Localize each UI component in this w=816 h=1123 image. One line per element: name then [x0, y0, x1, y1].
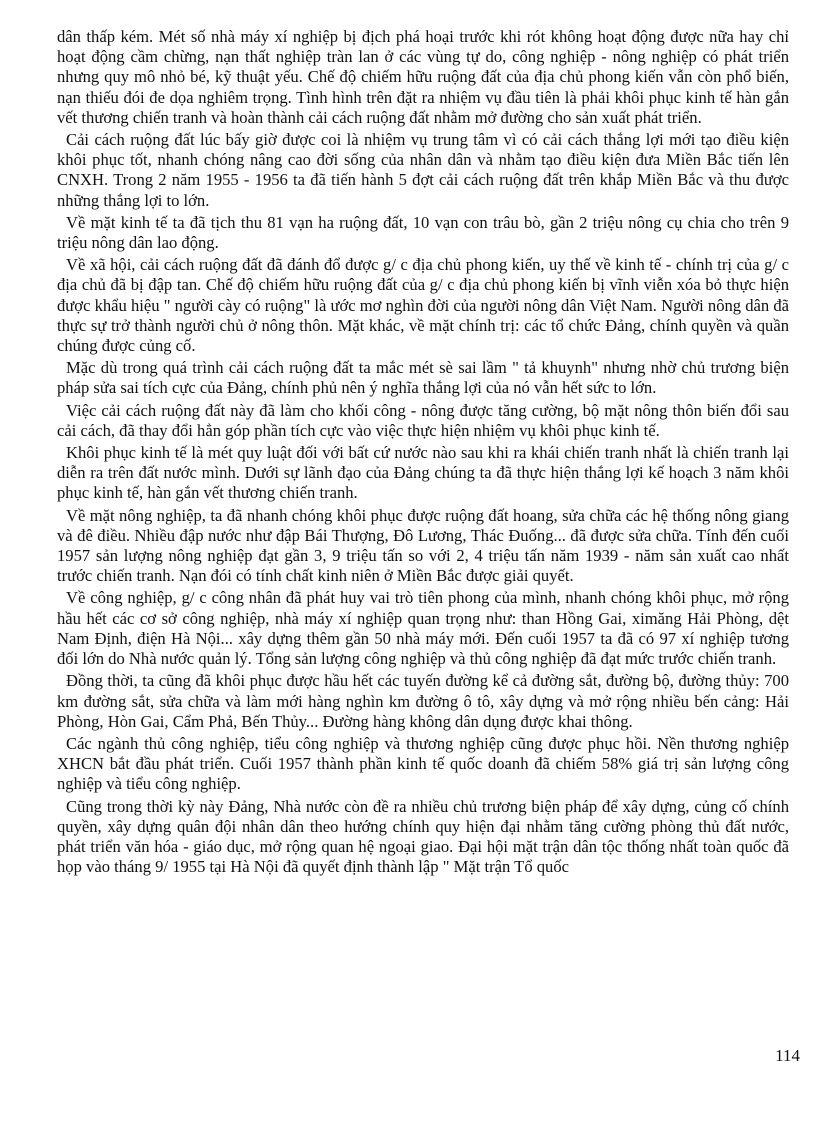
- paragraph: Về mặt kinh tế ta đã tịch thu 81 vạn ha ruộng đất, 10 vạn con trâu bò, gần 2 triệu nông cụ chia cho trên 9 triệu nông dân lao động.: [57, 212, 789, 253]
- paragraph: Đồng thời, ta cũng đã khôi phục được hầu hết các tuyến đường kể cả đường sắt, đường bộ, đường thủy: 700 km đường sắt, sửa chữa và làm mới hàng nghìn km đường ô tô, xây dựng và mở rộng nhiều bến cảng: Hải Phòng, Hòn Gai, Cẩm Phả, Bến Thủy... Đường hàng không dân dụng được khai thông.: [57, 671, 789, 731]
- page-number: 114: [775, 1046, 800, 1065]
- paragraph: Việc cải cách ruộng đất này đã làm cho khối công - nông được tăng cường, bộ mặt nông thôn biến đổi sau cải cách, đã thay đổi hẳn góp phần tích cực vào việc thực hiện nhiệm vụ khôi phục kinh tế.: [57, 400, 789, 440]
- paragraph: Cũng trong thời kỳ này Đảng, Nhà nước còn đề ra nhiều chủ trương biện pháp để xây dựng, củng cố chính quyền, xây dựng quân đội nhân dân theo hướng chính quy hiện đại nhằm tăng cường phòng thủ đất nước, phát triển văn hóa - giáo dục, mở rộng quan hệ ngoại giao. Đại hội mặt trận dân tộc thống nhất toàn quốc đã họp vào tháng 9/ 1955 tại Hà Nội đã quyết định thành lập " Mặt trận Tổ quốc: [57, 796, 789, 877]
- paragraph: Về mặt nông nghiệp, ta đã nhanh chóng khôi phục được ruộng đất hoang, sửa chữa các hệ thống nông giang và đê điều. Nhiều đập nước như đập Bái Thượng, Đô Lương, Thác Đuống... đã được sửa chữa. Tính đến cuối 1957 sản lượng nông nghiệp đạt gần 3, 9 triệu tấn so với 2, 4 triệu tấn năm 1939 - năm sản xuất cao nhất trước chiến tranh. Nạn đói có tính chất kinh niên ở Miền Bắc được giải quyết.: [57, 505, 789, 586]
- paragraph: Về xã hội, cải cách ruộng đất đã đánh đổ được g/ c địa chủ phong kiến, uy thế về kinh tế - chính trị của g/ c địa chủ đã bị đập tan. Chế độ chiếm hữu ruộng đất của g/ c địa chủ phong kiến bị vĩnh viễn xóa bỏ thực hiện được khẩu hiệu " người cày có ruộng" là ước mơ nghìn đời của người nông dân Việt Nam. Người nông dân đã thực sự trở thành người chủ ở nông thôn. Mặt khác, về mặt chính trị: các tổ chức Đảng, chính quyền và quần chúng được củng cố.: [57, 255, 790, 356]
- paragraph: Về công nghiệp, g/ c công nhân đã phát huy vai trò tiên phong của mình, nhanh chóng khôi phục, mở rộng hầu hết các cơ sở công nghiệp, nhà máy xí nghiệp quan trọng như: than Hồng Gai, ximăng Hải Phòng, dệt Nam Định, điện Hà Nội... xây dựng thêm gần 50 nhà máy mới. Đến cuối 1957 ta đã có 97 xí nghiệp tương đối lớn do Nhà nước quản lý. Tổng sản lượng công nghiệp và thủ công nghiệp đã đạt mức trước chiến tranh.: [57, 588, 789, 669]
- paragraph: Cải cách ruộng đất lúc bấy giờ được coi là nhiệm vụ trung tâm vì có cải cách thắng lợi mới tạo điều kiện khôi phục tốt, nhanh chóng nâng cao đời sống của nhân dân và nhằm tạo điều kiện đưa Miền Bắc tiến lên CNXH. Trong 2 năm 1955 - 1956 ta đã tiến hành 5 đợt cải cách ruộng đất trên khắp Miền Bắc và thu được những thắng lợi to lớn.: [57, 130, 789, 210]
- paragraph: Mặc dù trong quá trình cải cách ruộng đất ta mắc mét sè sai lầm " tả khuynh" nhưng nhờ chủ trương biện pháp sửa sai tích cực của Đảng, chính phủ nên ý nghĩa thắng lợi của nó vẫn hết sức to lớn.: [57, 358, 789, 398]
- paragraph: Các ngành thủ công nghiệp, tiểu công nghiệp và thương nghiệp cũng được phục hồi. Nền thương nghiệp XHCN bắt đầu phát triển. Cuối 1957 thành phần kinh tế quốc doanh đã chiếm 58% giá trị sản lượng công nghiệp và tiểu công nghiệp.: [57, 733, 789, 794]
- paragraph: Khôi phục kinh tế là mét quy luật đối với bất cứ nước nào sau khi ra khái chiến tranh nhất là chiến tranh lại diễn ra trên đất nước mình. Dưới sự lãnh đạo của Đảng chúng ta đã thực hiện thắng lợi kế hoạch 3 năm khôi phục kinh tế, hàn gắn vết thương chiến tranh.: [57, 443, 789, 503]
- body-text: [57, 27, 789, 879]
- paragraph: dân thấp kém. Mét số nhà máy xí nghiệp bị địch phá hoại trước khi rót không hoạt động được nữa hay chỉ hoạt động cầm chừng, nạn thất nghiệp tràn lan ở các vùng tự do, công nghiệp - nông nghiệp có phát triển nhưng quy mô nhỏ bé, kỹ thuật yếu. Chế độ chiếm hữu ruộng đất của địa chủ phong kiến vẫn còn phổ biến, nạn thiếu đói đe dọa nghiêm trọng. Tình hình trên đặt ra nhiệm vụ đầu tiên là phải khôi phục kinh tế hàn gắn vết thương chiến tranh và hoàn thành cải cách ruộng đất nhằm mở đường cho sản xuất phát triển.: [57, 27, 789, 127]
